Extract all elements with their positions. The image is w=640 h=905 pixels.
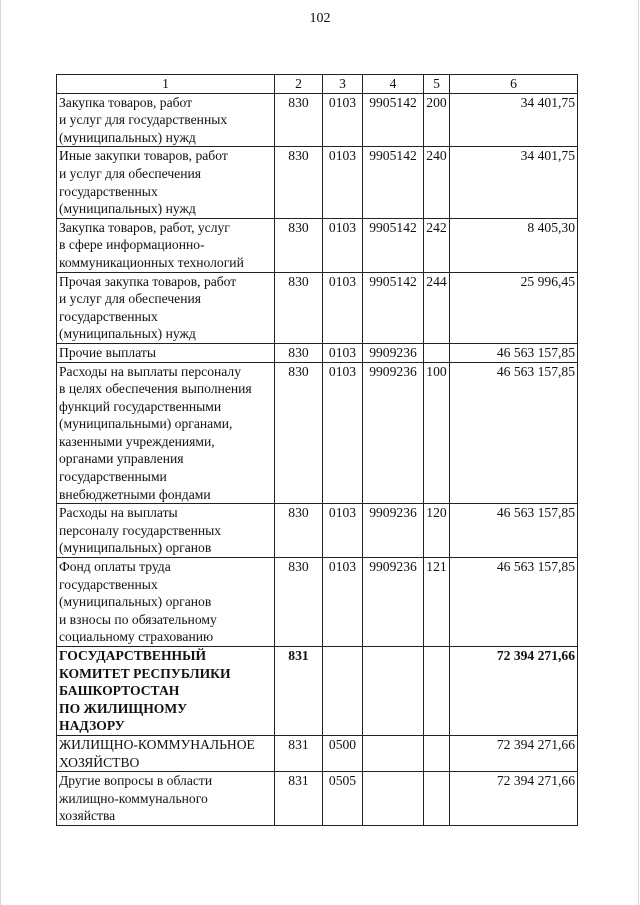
row-section-code: 0505 xyxy=(323,772,363,826)
row-name: ГОСУДАРСТВЕННЫЙ КОМИТЕТ РЕСПУБЛИКИ БАШКОРТОСТАН ПО ЖИЛИЩНОМУ НАДЗОРУ xyxy=(57,647,275,736)
row-amount: 34 401,75 xyxy=(450,147,578,218)
row-ministry-code: 830 xyxy=(275,343,323,362)
row-section-code: 0103 xyxy=(323,362,363,504)
row-expense-type: 120 xyxy=(424,504,450,558)
budget-table xyxy=(56,74,578,826)
row-target-code: 9905142 xyxy=(363,218,424,272)
row-section-code xyxy=(323,647,363,736)
page-number: 102 xyxy=(309,11,331,26)
row-section-code: 0103 xyxy=(323,218,363,272)
table-row xyxy=(57,218,578,272)
row-ministry-code: 830 xyxy=(275,218,323,272)
row-target-code: 9905142 xyxy=(363,147,424,218)
row-name: Прочие выплаты xyxy=(57,343,275,362)
row-section-code: 0103 xyxy=(323,504,363,558)
table-row xyxy=(57,147,578,218)
row-name: Расходы на выплаты персоналу в целях обеспечения выполнения функций государственными (муниципальными) органами, казенными учреждениями, органами управления государственными внебюджетными фондами xyxy=(57,362,275,504)
header-col-1: 1 xyxy=(57,75,275,94)
row-expense-type: 242 xyxy=(424,218,450,272)
row-amount: 72 394 271,66 xyxy=(450,647,578,736)
row-amount: 72 394 271,66 xyxy=(450,735,578,771)
row-target-code xyxy=(363,647,424,736)
row-amount: 72 394 271,66 xyxy=(450,772,578,826)
table-row xyxy=(57,272,578,343)
row-ministry-code: 830 xyxy=(275,558,323,647)
row-name: ЖИЛИЩНО-КОММУНАЛЬНОЕ ХОЗЯЙСТВО xyxy=(57,735,275,771)
row-section-code: 0103 xyxy=(323,93,363,147)
row-target-code: 9909236 xyxy=(363,504,424,558)
row-section-code: 0103 xyxy=(323,272,363,343)
table-row xyxy=(57,558,578,647)
row-name: Фонд оплаты труда государственных (муниципальных) органов и взносы по обязательному социальному страхованию xyxy=(57,558,275,647)
row-expense-type: 100 xyxy=(424,362,450,504)
header-col-3: 3 xyxy=(323,75,363,94)
table-row xyxy=(57,735,578,771)
row-expense-type: 244 xyxy=(424,272,450,343)
row-target-code: 9905142 xyxy=(363,272,424,343)
row-section-code: 0103 xyxy=(323,147,363,218)
row-expense-type: 121 xyxy=(424,558,450,647)
row-amount: 8 405,30 xyxy=(450,218,578,272)
table-row xyxy=(57,504,578,558)
row-target-code: 9909236 xyxy=(363,343,424,362)
table-row xyxy=(57,362,578,504)
row-amount: 46 563 157,85 xyxy=(450,362,578,504)
table-row xyxy=(57,772,578,826)
table-row xyxy=(57,93,578,147)
row-expense-type xyxy=(424,735,450,771)
row-target-code: 9909236 xyxy=(363,558,424,647)
row-ministry-code: 831 xyxy=(275,647,323,736)
scan-edge-left xyxy=(0,0,1,905)
row-ministry-code: 831 xyxy=(275,735,323,771)
row-ministry-code: 830 xyxy=(275,272,323,343)
scan-edge-right xyxy=(638,0,639,905)
row-name: Другие вопросы в области жилищно-коммунального хозяйства xyxy=(57,772,275,826)
row-name: Расходы на выплаты персоналу государственных (муниципальных) органов xyxy=(57,504,275,558)
row-target-code: 9909236 xyxy=(363,362,424,504)
row-name: Закупка товаров, работ, услуг в сфере информационно- коммуникационных технологий xyxy=(57,218,275,272)
row-ministry-code: 830 xyxy=(275,93,323,147)
row-expense-type xyxy=(424,772,450,826)
table-row xyxy=(57,343,578,362)
row-amount: 46 563 157,85 xyxy=(450,558,578,647)
row-ministry-code: 830 xyxy=(275,147,323,218)
row-section-code: 0103 xyxy=(323,343,363,362)
row-expense-type xyxy=(424,343,450,362)
row-expense-type xyxy=(424,647,450,736)
table-row-agency xyxy=(57,647,578,736)
row-amount: 46 563 157,85 xyxy=(450,504,578,558)
row-ministry-code: 830 xyxy=(275,504,323,558)
row-expense-type: 240 xyxy=(424,147,450,218)
row-ministry-code: 830 xyxy=(275,362,323,504)
header-col-6: 6 xyxy=(450,75,578,94)
row-ministry-code: 831 xyxy=(275,772,323,826)
header-col-5: 5 xyxy=(424,75,450,94)
row-name: Прочая закупка товаров, работ и услуг для обеспечения государственных (муниципальных) нужд xyxy=(57,272,275,343)
row-target-code xyxy=(363,772,424,826)
row-expense-type: 200 xyxy=(424,93,450,147)
row-amount: 25 996,45 xyxy=(450,272,578,343)
table-header-row xyxy=(57,75,578,94)
row-section-code: 0103 xyxy=(323,558,363,647)
row-section-code: 0500 xyxy=(323,735,363,771)
row-amount: 34 401,75 xyxy=(450,93,578,147)
row-name: Закупка товаров, работ и услуг для государственных (муниципальных) нужд xyxy=(57,93,275,147)
row-target-code: 9905142 xyxy=(363,93,424,147)
header-col-4: 4 xyxy=(363,75,424,94)
row-name: Иные закупки товаров, работ и услуг для обеспечения государственных (муниципальных) нужд xyxy=(57,147,275,218)
row-target-code xyxy=(363,735,424,771)
row-amount: 46 563 157,85 xyxy=(450,343,578,362)
header-col-2: 2 xyxy=(275,75,323,94)
